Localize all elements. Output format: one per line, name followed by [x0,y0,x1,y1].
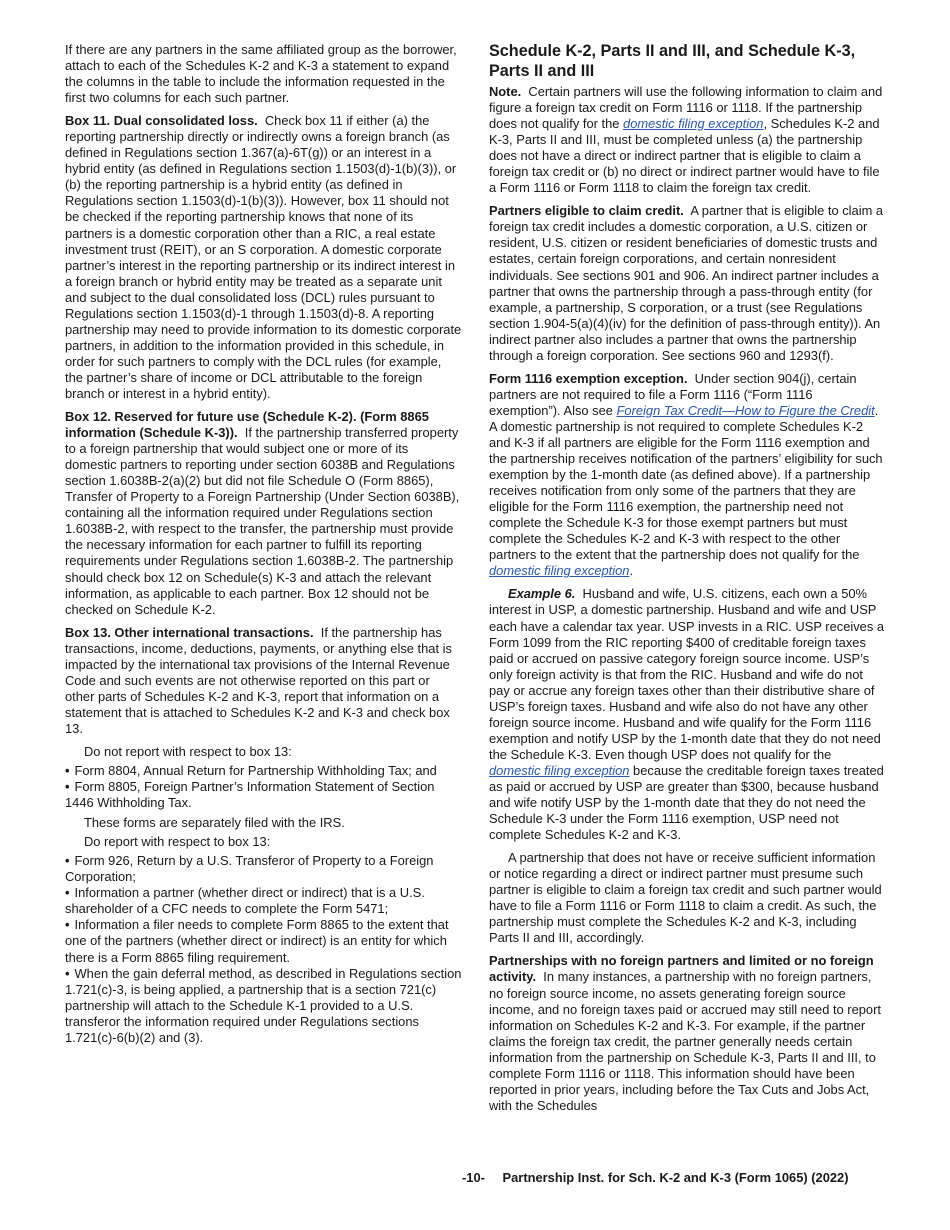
affiliated-group-paragraph: If there are any partners in the same affiliated group as the borrower, attach to each of the Schedules K-2 and K-3 a statement to expand the columns in the table to include the information requested in the first two columns for each such partner. [65,42,457,106]
left-column [65,42,462,1050]
box12-paragraph [65,409,462,618]
example6-heading: Example 6. [508,586,576,602]
eligible-heading: Partners eligible to claim credit. [489,203,684,219]
right-column [489,42,886,1121]
domestic-filing-exception-link[interactable]: domestic filing exception [489,563,630,579]
do-report-list [65,853,462,1046]
page-footer [462,1170,849,1185]
form1116-paragraph: Form 1116 exemption exception. Under section 904(j), certain partners are not required to file a Form 1116 (“Form 1116 exemption”). Also see Foreign Tax Credit—How to Figure the Credit. A domestic partnership is not required to complete Schedules K-2 and K-3 if all partners are eligible for the Form 1116 exemption and the partnership receives notification of the partners’ eligibility for such exemption by the 1-month date (as defined above). If a partnership receives notification from only some of the partners that they are eligible for the Form 1116 exemption, the partnership need not complete the Schedule K-3 for those exempt partners but must complete the Schedules K-2 and K-3 with respect to the other partners to the extent that the partnership does not qualify for the domestic filing exception. [489,370,883,579]
separately-filed-note: These forms are separately filed with the IRS. [84,815,345,831]
list-item: • When the gain deferral method, as described in Regulations section 1.721(c)-3, is being applied, a partnership that is a section 721(c) partnership will attach to the Schedule K-1 provided to a U.S. transferor the information required under Regulations sections 1.721(c)-6(b)(2) and (3). [65,966,462,1046]
list-item: • Form 8804, Annual Return for Partnership Withholding Tax; and [65,763,462,779]
do-report-intro: Do report with respect to box 13: [84,834,271,850]
footer-title: Partnership Inst. for Sch. K-2 and K-3 (Form 1065) (2022) [502,1170,849,1185]
list-item: • Information a partner (whether direct or indirect) that is a U.S. shareholder of a CFC needs to complete the Form 5471; [65,885,462,917]
box11-heading: Box 11. Dual consolidated loss. [65,113,258,129]
form1116-heading: Form 1116 exemption exception. [489,370,688,386]
note-paragraph: Note. Certain partners will use the following information to claim and figure a foreign tax credit on Form 1116 or 1118. If the partnership does not qualify for the domestic filing exception, Schedules K-2 and K-3, Parts II and III, must be completed unless (a) the partnership does not have a direct or indirect partner that is eligible to claim a foreign tax credit or (b) no direct or indirect partner would have to file a Form 1116 or Form 1118 to claim the foreign tax credit. [489,84,883,196]
no-foreign-heading: Partnerships with no foreign partners and limited or no foreign activity. [489,953,874,985]
foreign-tax-credit-link[interactable]: Foreign Tax Credit—How to Figure the Credit [616,402,875,418]
list-item: • Form 8805, Foreign Partner’s Information Statement of Section 1446 Withholding Tax. [65,779,462,811]
domestic-filing-exception-link[interactable]: domestic filing exception [623,116,764,132]
box11-paragraph [65,113,462,402]
example6-paragraph: Example 6. Husband and wife, U.S. citizens, each own a 50% interest in USP, a domestic partnership. Husband and wife and USP each have a calendar tax year. USP invests in a RIC. USP receives a Form 1099 from the RIC reporting $400 of creditable foreign taxes paid or accrued on passive category foreign source income. USP’s only foreign activity is that from the RIC. Husband and wife do not pay or accrue any foreign taxes other than their distributive share of USP’s foreign taxes. Husband and wife also do not have any other foreign source income. Husband and wife qualify for the Form 1116 exemption and notify USP by the 1-month date that they do not need the Schedule K-3. Even though USP does not qualify for the domestic filing exception because the creditable foreign taxes treated as paid or accrued by USP are greater than $300, because husband and wife notify USP by the 1-month date that they do not need the Schedule K-3 under the Form 1116 exemption, USP need not complete Schedules K-2 and K-3. [489,586,885,843]
list-item: • Information a filer needs to complete Form 8865 to the extent that one of the partners (whether direct or indirect) is an entity for which there is a Form 8865 filing requirement. [65,917,462,965]
note-label: Note. [489,84,522,99]
box12-body: If the partnership transferred property to a foreign partnership that would subject one or more of its domestic partners to reporting under section 6038B and Regulations section 1.6038B-2(a)(2) but did not file Schedule O (Form 8865), Transfer of Property to a Foreign Partnership (Under Section 6038B), containing all the information required under Regulations section 1.6038B-2, with respect to the transfer, the partnership must provide the necessary information for each partner to fulfill its reporting requirements under Regulations section 1.6038B-2. The partnership should check box 12 on Schedule(s) K-3 and attach the relevant information, as applicable to each partner. Box 12 should not be checked on Schedule K-2. [65,425,460,617]
do-not-report-intro: Do not report with respect to box 13: [84,743,292,759]
page-number: -10- [462,1170,485,1185]
box13-paragraph [65,625,462,737]
do-not-report-list [65,763,462,811]
box11-body: Check box 11 if either (a) the reporting partnership directly or indirectly owns a foreign branch (as defined in Regulations section 1.367(a)-6T(g)) or an interest in a hybrid entity (as defined in Regulations section 1.1503(d)-1(b)(3)), or (b) the reporting partnership is a hybrid entity (as defined in Regulations section 1.1503(d)-1(b)(3)). However, box 11 should not be checked if the reporting partnership knows that none of its partners is a domestic corporation other than a RIC, a real estate investment trust (REIT), or an S corporation. A domestic corporate partner’s interest in the reporting partnership or its indirect interest in a foreign branch or hybrid entity may be treated as a separate unit and subject to the dual consolidated loss (DCL) rules pursuant to Regulations section 1.1503(d)-1 through 1.1503(d)-8. A reporting partnership may need to provide information to its domestic corporate partners, in addition to the information provided in this schedule, in order for such partners to comply with the DCL rules (for example, the partner’s share of income or DCL attributable to the foreign branch or interest in a hybrid entity). [65,113,462,401]
section-heading: Schedule K-2, Parts II and III, and Schedule K-3, Parts II and III [489,42,856,80]
eligible-paragraph: Partners eligible to claim credit. A partner that is eligible to claim a foreign tax credit includes a domestic corporation, a U.S. citizen or resident, U.S. citizen or resident beneficiaries of domestic trusts and estates, certain foreign corporations, and certain nonresident individuals. See sections 901 and 906. An indirect partner includes a partner that owns the partnership through a pass-through entity (for example, a partnership, S corporation, or a trust (see Regulations section 1.904-5(a)(4)(iv) for the definition of pass-through entity)). An indirect partner also includes a partner that owns the partnership through a foreign corporation. See sections 960 and 1293(f). [489,203,884,363]
domestic-filing-exception-link[interactable]: domestic filing exception [489,762,630,778]
box13-body: If the partnership has transactions, income, deductions, payments, or anything else that is impacted by the international tax provisions of the Internal Revenue Code and such events are not otherwise reported on this part or other parts of Schedules K-2 and K-3, report that information on a statement that is attached to Schedules K-2 and K-3 and check box 13. [65,624,452,736]
box12-heading: Box 12. Reserved for future use (Schedule K-2). (Form 8865 information (Schedule K-3)). [65,409,429,441]
list-item: • Form 926, Return by a U.S. Transferor of Property to a Foreign Corporation; [65,853,462,885]
box13-heading: Box 13. Other international transactions. [65,624,314,640]
no-foreign-paragraph: Partnerships with no foreign partners and limited or no foreign activity. In many instances, a partnership with no foreign partners, no foreign source income, no assets generating foreign source income, and no foreign taxes paid or accrued may still need to report information on Schedules K-2 and K-3. For example, if the partner claims the foreign tax credit, the partner generally needs certain information from the partnership on Schedule K-3, Parts II and III, to complete Form 1116 or 1118. This information should have been reported in prior years, including before the Tax Cuts and Jobs Act, with the Schedules [489,953,881,1113]
presume-paragraph: A partnership that does not have or receive sufficient information or notice regarding a direct or indirect partner must presume such partner is eligible to claim a foreign tax credit and such partner would have to file a Form 1116 or Form 1118 to claim a credit. As such, the partnership must complete the Schedules K-2 and K-3, including Parts II and III, accordingly. [489,850,882,946]
